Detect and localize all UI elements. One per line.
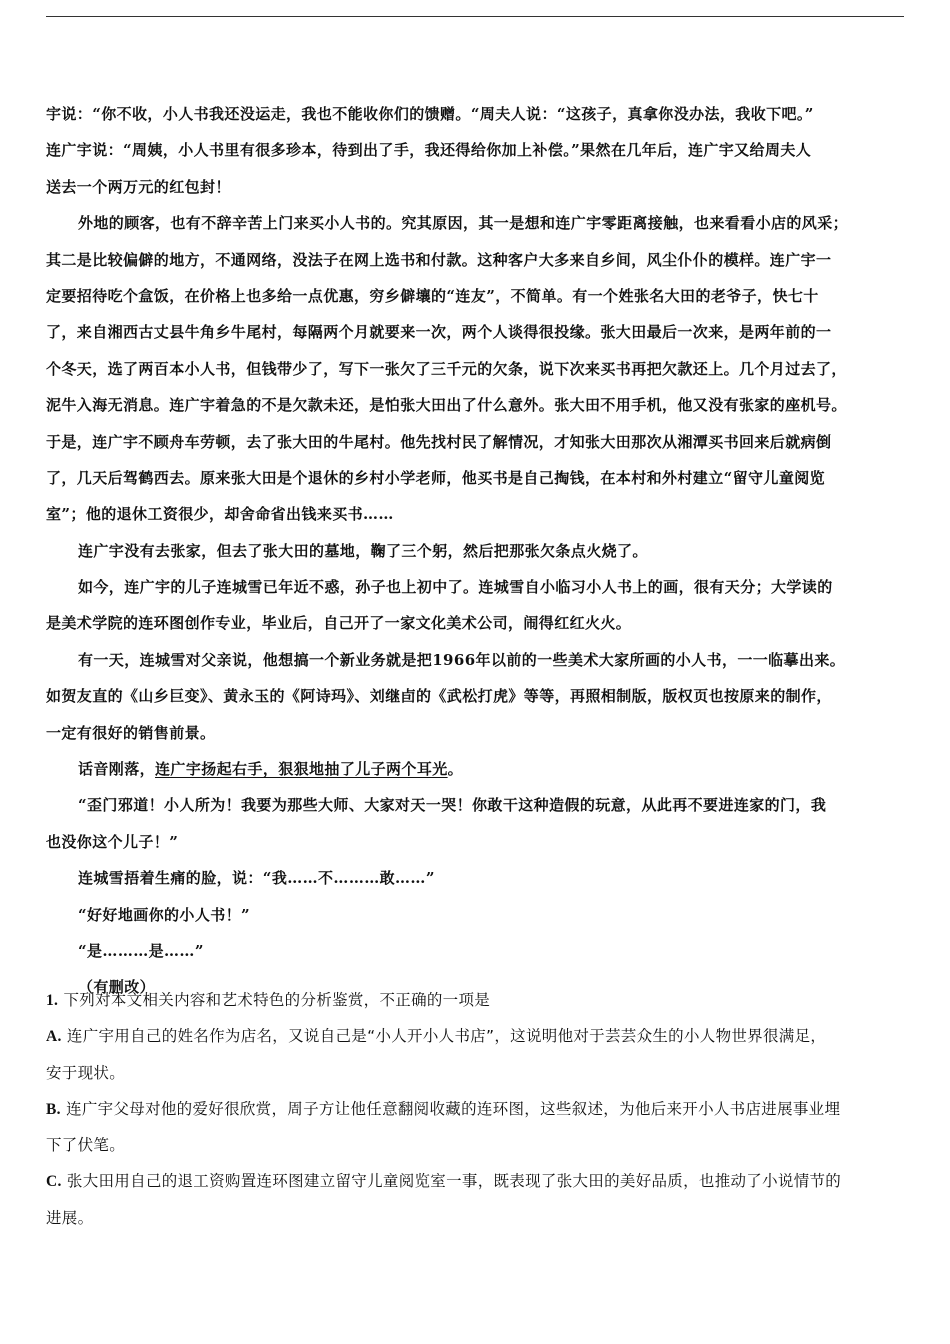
option-c-continued: 进展。	[46, 1208, 94, 1227]
option-a	[46, 1018, 906, 1054]
passage-text: 。	[447, 760, 464, 779]
passage-line: 连广宇没有去张家，但去了张大田的墓地，鞠了三个躬，然后把那张欠条点火烧了。	[78, 541, 648, 560]
passage-line: 连广宇说：“周姨，小人书里有很多珍本，待到出了手，我还得给你加上补偿。”果然在几年后，连广宇又给周夫人	[46, 141, 812, 160]
passage-line: 室”；他的退休工资很少，却舍命省出钱来买书……	[46, 505, 394, 524]
option-a-continued: 安于现状。	[46, 1063, 126, 1082]
passage-line: 于是，连广宇不顾舟车劳顿，去了张大田的牛尾村。他先找村民了解情况，才知张大田那次从湘潭买书回来后就病倒	[46, 432, 832, 451]
question-number: 1.	[46, 992, 59, 1009]
question-block	[46, 982, 906, 1236]
passage-line: 一定有很好的销售前景。	[46, 723, 216, 742]
passage-line: 送去一个两万元的红包封！	[46, 177, 231, 196]
option-c-text: 张大田用自己的退工资购置连环图建立留守儿童阅览室一事，既表现了张大田的美好品质，也推动了小说情节的	[66, 1172, 842, 1191]
passage-line: 也没你这个儿子！”	[46, 832, 179, 851]
passage-line: “好好地画你的小人书！”	[78, 905, 251, 924]
passage-line: 了，几天后驾鹤西去。原来张大田是个退休的乡村小学老师，他买书是自己掏钱，在本村和外村建立“留守儿童阅览	[46, 468, 826, 487]
question-text: 下列对本文相关内容和艺术特色的分析鉴赏，不正确的一项是	[63, 991, 491, 1009]
header-rule	[46, 16, 904, 17]
passage-line: 其二是比较偏僻的地方，不通网络，没法子在网上选书和付款。这种客户大多来自乡间，风尘仆仆的模样。连广宇一	[46, 250, 832, 269]
passage-line: 如今，连广宇的儿子连城雪已年近不惑，孙子也上初中了。连城雪自小临习小人书上的画，很有天分；大学读的	[78, 578, 833, 597]
passage-line: 了，来自湘西古丈县牛角乡牛尾村，每隔两个月就要来一次，两个人谈得很投缘。张大田最后一次来，是两年前的一	[46, 323, 832, 342]
passage-line: 泥牛入海无消息。连广宇着急的不是欠款未还，是怕张大田出了什么意外。张大田不用手机，他又没有张家的座机号。	[46, 396, 847, 415]
option-a-text: 连广宇用自己的姓名作为店名，又说自己是“小人开小人书店”，这说明他对于芸芸众生的小人物世界很满足，	[66, 1027, 827, 1046]
passage-line: “是………是……”	[78, 941, 204, 960]
passage-line: 连城雪捂着生痛的脸，说：“我……不………敢……”	[78, 869, 435, 888]
option-label-c: C.	[46, 1173, 62, 1191]
passage-line: 如贺友直的《山乡巨变》、黄永玉的《阿诗玛》、刘继卣的《武松打虎》等等，再照相制版，版权页也按原来的制作，	[46, 687, 832, 706]
story-passage	[46, 96, 906, 1006]
passage-line: 有一天，连城雪对父亲说，他想搞一个新业务就是把1966年以前的一些美术大家所画的小人书，一一临摹出来。	[78, 650, 846, 669]
passage-line: “歪门邪道！小人所为！我要为那些大师、大家对天一哭！你敢干这种造假的玩意，从此再不要进连家的门，我	[78, 796, 827, 815]
passage-text: 话音刚落，	[78, 760, 156, 779]
passage-line: 是美术学院的连环图创作专业，毕业后，自己开了一家文化美术公司，闹得红红火火。	[46, 614, 632, 633]
question-1-stem	[46, 982, 906, 1018]
option-c	[46, 1163, 906, 1199]
passage-line: 定要招待吃个盒饭，在价格上也多给一点优惠，穷乡僻壤的“连友”，不简单。有一个姓张名大田的老爷子，快七十	[46, 286, 819, 305]
passage-line	[46, 751, 906, 787]
option-b	[46, 1091, 906, 1127]
passage-line: 宇说：“你不收，小人书我还没运走，我也不能收你们的馈赠。“周夫人说：“这孩子，真拿你没办法，我收下吧。”	[46, 105, 814, 123]
option-b-text: 连广宇父母对他的爱好很欣赏，周子方让他任意翻阅收藏的连环图，这些叙述，为他后来开小人书店进展事业埋	[66, 1099, 841, 1118]
underlined-sentence: 连广宇扬起右手，狠狠地抽了儿子两个耳光	[155, 760, 448, 779]
option-b-continued: 下了伏笔。	[46, 1136, 126, 1155]
option-label-b: B.	[46, 1100, 61, 1118]
revision-note: （有删改）	[78, 978, 156, 997]
option-label-a: A.	[46, 1028, 62, 1046]
passage-line: 外地的顾客，也有不辞辛苦上门来买小人书的。究其原因，其一是想和连广宇零距离接触，也来看看小店的风采；	[78, 214, 849, 233]
passage-line: 个冬天，选了两百本小人书，但钱带少了，写下一张欠了三千元的欠条，说下次来买书再把欠款还上。几个月过去了，	[46, 359, 847, 378]
